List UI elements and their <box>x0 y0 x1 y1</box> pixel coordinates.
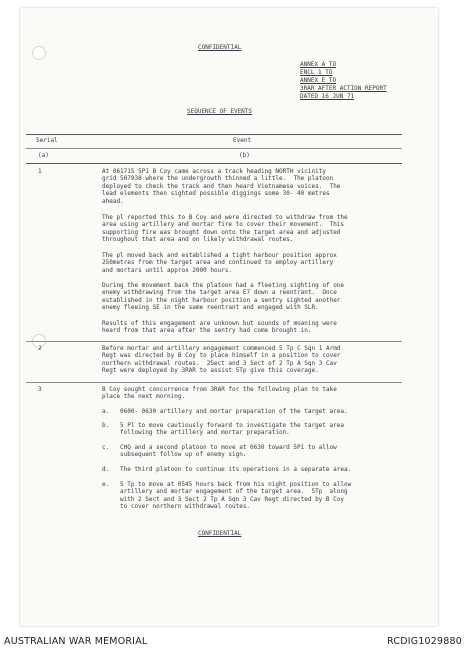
serial-column-header: Serial <box>36 137 58 144</box>
row-serial: 1 <box>38 168 42 175</box>
document-page <box>20 8 438 626</box>
row-serial: 2 <box>38 345 42 352</box>
table-subheader-rule <box>26 163 402 164</box>
record-id: RCDIG1029880 <box>387 636 462 647</box>
list-item-letter: c. <box>102 444 110 451</box>
event-paragraph: The pl reported this to B Coy and were directed to withdraw from the area using artillery and mortar fire to cover their movement. This supporting fire was brought down onto the target area and adjusted throughout that area and on likely withdrawal routes. <box>102 214 348 244</box>
list-item-letter: a. <box>102 408 110 415</box>
event-column-header: Event <box>233 137 252 144</box>
annex-line: ANNEX E TO <box>300 77 337 84</box>
list-item-text: 0600- 0630 artillery and mortar preparation of the target area. <box>120 408 348 415</box>
event-column-subheader: (b) <box>239 152 250 159</box>
event-paragraph: B Coy sought concurrence from 3RAR for the following plan to take place the next morning. <box>102 386 337 401</box>
serial-column-subheader: (a) <box>38 152 49 159</box>
list-item-letter: d. <box>102 466 110 473</box>
row-serial: 3 <box>38 386 42 393</box>
document-title: SEQUENCE OF EVENTS <box>187 108 253 115</box>
event-paragraph: Results of this engagement are unknown but sounds of moaning were heard from that area after the sentry had come brought in. <box>102 320 337 335</box>
list-item-letter: b. <box>102 422 110 429</box>
event-paragraph: During the movement back the platoon had a fleeting sighting of one enemy withdrawing from the target area E7 down a reentrant. Once established in the night harbour position a sentry sighted another enemy fleeing SE in the same reentrant and engaged with SLR. <box>102 282 345 312</box>
punch-hole-top <box>32 46 46 60</box>
annex-line: 3RAR AFTER ACTION REPORT <box>300 85 387 92</box>
list-item-text: 5 Pl to move cautiously forward to investigate the target area following the artillery and mortar preparation. <box>120 422 344 437</box>
event-paragraph: Before mortar and artillery engagement commenced 5 Tp C Sqn 1 Armd Regt was directed by B Coy to place himself in a position to cover northern withdrawal routes. 2Sect and 3 Sect of 2 Tp A Sqn 3 Cav Regt were deployed by 3RAR to assist 5Tp give this coverage. <box>102 345 341 375</box>
row-divider <box>26 382 402 383</box>
list-item-text: 5 Tp to move at 0545 hours back from his night position to allow artillery and mortar engagement of the target area. 5Tp along with 2 Sect and 3 Sect 2 Tp A Sqn 3 Cav Regt directed by B Coy to cover northern withdrawal routes. <box>120 481 352 511</box>
event-paragraph: At 061715 5P1 B Coy came across a track heading NORTH vicinity grid 507938 where the undergrowth thinned a little. The platoon deployed to check the track and then heard Vietnamese voices. The lead elements then sighted possible diggings some 30- 40 metres ahead. <box>102 168 341 205</box>
annex-line: DATED 16 JUN 71 <box>300 93 355 100</box>
event-paragraph: The pl moved back and established a tight harbour position approx 250metres from the target area and continued to employ artillery and mortars until approx 2000 hours. <box>102 252 337 274</box>
archive-footer <box>0 628 466 654</box>
annex-line: ANNEX A TO <box>300 61 337 68</box>
row-divider <box>26 341 402 342</box>
list-item-text: CHQ and a second platoon to move at 0630 toward 5P1 to allow subsequent follow up of enemy sign. <box>120 444 337 459</box>
classification-top: CONFIDENTIAL <box>198 44 242 51</box>
archive-name: AUSTRALIAN WAR MEMORIAL <box>4 636 148 647</box>
table-header-rule <box>26 148 402 149</box>
table-top-rule <box>26 134 402 135</box>
classification-bottom: CONFIDENTIAL <box>198 530 242 537</box>
list-item-text: The third platoon to continue its operations in a separate area. <box>120 466 352 473</box>
annex-line: ENCL 1 TO <box>300 69 333 76</box>
list-item-letter: e. <box>102 481 110 488</box>
